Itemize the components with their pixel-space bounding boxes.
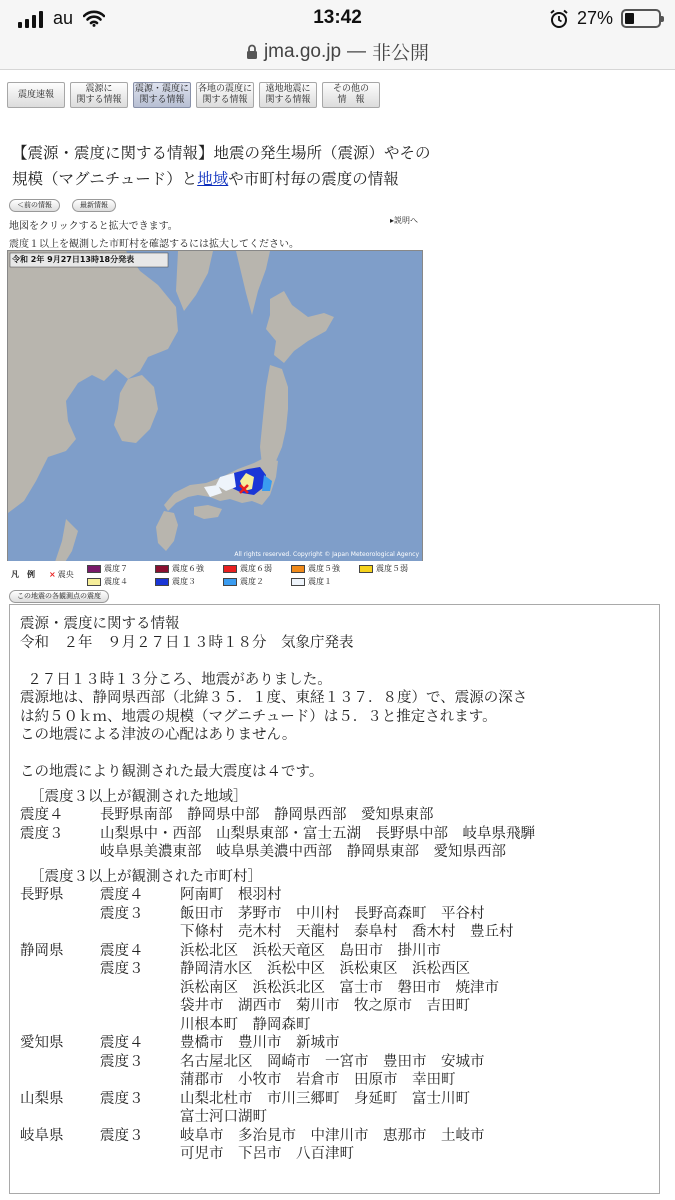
explanation-link[interactable]	[390, 215, 418, 226]
legend-item	[291, 563, 340, 574]
city-row	[20, 1127, 649, 1146]
alarm-clock-icon	[549, 9, 569, 29]
city-list: 静岡清水区 浜松中区 浜松東区 浜松西区	[180, 961, 470, 977]
info-body-line: ２７日１３時１３分ころ、地震がありました。	[27, 671, 332, 688]
page-headline	[12, 140, 432, 192]
region-heading: ［震度３以上が観測された地域］	[30, 788, 248, 805]
map-copyright: All rights reserved. Copyright © Japan Meteorological Agency	[234, 551, 419, 558]
latest-info-button[interactable]: 最新情報	[72, 199, 116, 212]
carrier-name: au	[53, 8, 74, 28]
city-intensity: 震度４	[100, 1035, 144, 1051]
map-issue-stamp: 令和 2年 9月27日13時18分発表	[12, 255, 135, 264]
legend-epicenter-label: 震央	[57, 570, 74, 579]
legend-title: 凡 例	[11, 570, 35, 579]
prefecture-name: 長野県	[20, 887, 64, 903]
city-row	[20, 942, 649, 961]
city-list: 川根本町 静岡森町	[180, 1016, 311, 1033]
tab-epicenter-intensity-info[interactable]: 震源・震度に 関する情報	[133, 82, 191, 108]
info-body-line: この地震により観測された最大震度は４です。	[20, 764, 324, 780]
legend-item	[359, 563, 408, 574]
url-domain: jma.go.jp	[263, 40, 342, 62]
legend-item	[87, 576, 128, 587]
info-body-line: は約５０ｋｍ、地震の規模（マグニチュード）は５．３と推定されます。	[20, 708, 497, 725]
city-row	[20, 1034, 649, 1053]
tab-other-info[interactable]: その他の 情 報	[322, 82, 380, 108]
explanation-link-label: 説明へ	[394, 216, 419, 225]
arrow-right-icon: ▸	[390, 216, 395, 225]
city-list: 可児市 下呂市 八百津町	[180, 1146, 354, 1162]
city-intensity: 震度３	[100, 1053, 144, 1070]
legend-label-5-strong: 震度５強	[308, 564, 340, 573]
status-bar-right	[549, 8, 661, 29]
map-legend	[7, 561, 423, 590]
earthquake-info-text	[9, 604, 660, 1194]
prefecture-name: 愛知県	[20, 1035, 64, 1051]
region-intensity: 震度４	[20, 807, 64, 823]
city-intensity: 震度４	[100, 887, 144, 903]
city-list: 山梨北杜市 市川三郷町 身延町 富士川町	[180, 1090, 470, 1107]
url-private-label: 非公開	[372, 43, 430, 64]
legend-epicenter	[49, 569, 74, 580]
region-areas: 山梨県中・西部 山梨県東部・富士五湖 長野県中部 岐阜県飛騨	[100, 825, 535, 842]
city-intensity: 震度３	[100, 1127, 144, 1144]
legend-label-5-weak: 震度５弱	[376, 564, 408, 573]
city-list: 名古屋北区 岡崎市 一宮市 豊田市 安城市	[180, 1053, 485, 1070]
map-click-note: 地図をクリックすると拡大できます。	[9, 221, 178, 232]
legend-label-2: 震度２	[240, 577, 264, 586]
legend-item	[223, 563, 272, 574]
city-row	[20, 1016, 649, 1035]
headline-text-2: や市町村毎の震度の情報	[228, 170, 399, 188]
legend-item	[291, 576, 332, 587]
city-list: 岐阜市 多治見市 中津川市 恵那市 土岐市	[180, 1127, 485, 1144]
info-body-line: この地震による津波の心配はありません。	[20, 727, 297, 743]
city-list: 浜松南区 浜松浜北区 富士市 磐田市 焼津市	[180, 979, 499, 996]
lock-icon	[246, 44, 258, 60]
region-areas: 長野県南部 静岡県中部 静岡県西部 愛知県東部	[100, 807, 434, 823]
city-row	[20, 923, 649, 942]
info-nav-tabs	[7, 82, 380, 108]
city-intensity: 震度４	[100, 942, 144, 959]
city-list: 浜松北区 浜松天竜区 島田市 掛川市	[180, 942, 441, 959]
legend-item	[87, 563, 128, 574]
info-issued: 令和 ２年 ９月２７日１３時１８分 気象庁発表	[20, 634, 354, 651]
legend-label-4: 震度４	[104, 577, 128, 586]
status-bar	[0, 0, 675, 38]
earthquake-intensity-map[interactable]	[7, 250, 423, 590]
region-intensity: 震度３	[20, 825, 64, 842]
legend-swatch-7	[87, 565, 101, 573]
legend-label-7: 震度７	[104, 564, 128, 573]
region-row	[20, 806, 649, 825]
region-link[interactable]: 地域	[197, 170, 229, 188]
url-separator: —	[347, 40, 367, 62]
city-row	[20, 1090, 649, 1109]
city-row	[20, 886, 649, 905]
info-body-line: 震源地は、静岡県西部（北緯３５．１度、東経１３７．８度）で、震源の深さ	[20, 690, 528, 706]
legend-swatch-1	[291, 578, 305, 586]
prefecture-name: 静岡県	[20, 942, 64, 959]
legend-item	[155, 563, 204, 574]
legend-swatch-4	[87, 578, 101, 586]
info-title: 震源・震度に関する情報	[20, 616, 180, 632]
city-row	[20, 1071, 649, 1090]
legend-swatch-3	[155, 578, 169, 586]
legend-label-3: 震度３	[172, 577, 196, 586]
city-list: 蒲郡市 小牧市 岩倉市 田原市 幸田町	[180, 1072, 456, 1088]
city-list: 下條村 売木村 天龍村 泰阜村 喬木村 豊丘村	[180, 924, 514, 940]
prefecture-name: 岐阜県	[20, 1127, 64, 1144]
city-row	[20, 1145, 649, 1164]
region-row	[20, 843, 649, 862]
legend-item	[155, 576, 196, 587]
station-intensity-button[interactable]: この地震の各観測点の震度	[9, 590, 109, 603]
legend-item	[223, 576, 264, 587]
city-list: 袋井市 湖西市 菊川市 牧之原市 吉田町	[180, 998, 470, 1014]
legend-swatch-6-strong	[155, 565, 169, 573]
city-intensity: 震度３	[100, 961, 144, 977]
status-bar-time: 13:42	[313, 7, 362, 28]
city-row	[20, 1108, 649, 1127]
address-bar[interactable]	[0, 38, 675, 70]
city-intensity: 震度３	[100, 1090, 144, 1107]
city-list: 富士河口湖町	[180, 1109, 267, 1125]
city-list: 阿南町 根羽村	[180, 887, 282, 903]
legend-swatch-5-weak	[359, 565, 373, 573]
city-heading: ［震度３以上が観測された市町村］	[30, 868, 262, 885]
city-row	[20, 1053, 649, 1072]
headline-text-1: 【震源・震度に関する情報】地震の発生場所（震源）やその規模（マグニチュード）と	[12, 144, 431, 188]
city-row	[20, 997, 649, 1016]
tab-epicenter-info[interactable]: 震源に 関する情報	[70, 82, 128, 108]
legend-label-6-weak: 震度６弱	[240, 564, 272, 573]
city-list: 飯田市 茅野市 中川村 長野高森町 平谷村	[180, 905, 485, 922]
legend-label-1: 震度１	[308, 577, 332, 586]
region-row	[20, 825, 649, 844]
tab-distant-earthquake-info[interactable]: 遠地地震に 関する情報	[259, 82, 317, 108]
japan-map-graphic	[8, 251, 422, 589]
city-intensity: 震度３	[100, 905, 144, 922]
epicenter-x-icon: ×	[49, 570, 56, 579]
battery-icon	[621, 9, 661, 28]
legend-label-6-strong: 震度６強	[172, 564, 204, 573]
legend-swatch-5-strong	[291, 565, 305, 573]
legend-swatch-6-weak	[223, 565, 237, 573]
prefecture-name: 山梨県	[20, 1090, 64, 1107]
tab-regional-intensity-info[interactable]: 各地の震度に 関する情報	[196, 82, 254, 108]
tab-intensity-flash[interactable]: 震度速報	[7, 82, 65, 108]
previous-info-button[interactable]: ＜前の情報	[9, 199, 60, 212]
map-zoom-note: 震度１以上を観測した市町村を確認するには拡大してください。	[9, 239, 299, 250]
battery-percentage: 27%	[576, 8, 613, 28]
region-areas: 岐阜県美濃東部 岐阜県美濃中西部 静岡県東部 愛知県西部	[100, 844, 506, 860]
city-list: 豊橋市 豊川市 新城市	[180, 1035, 340, 1051]
legend-swatch-2	[223, 578, 237, 586]
city-row	[20, 960, 649, 979]
city-row	[20, 905, 649, 924]
city-row	[20, 979, 649, 998]
